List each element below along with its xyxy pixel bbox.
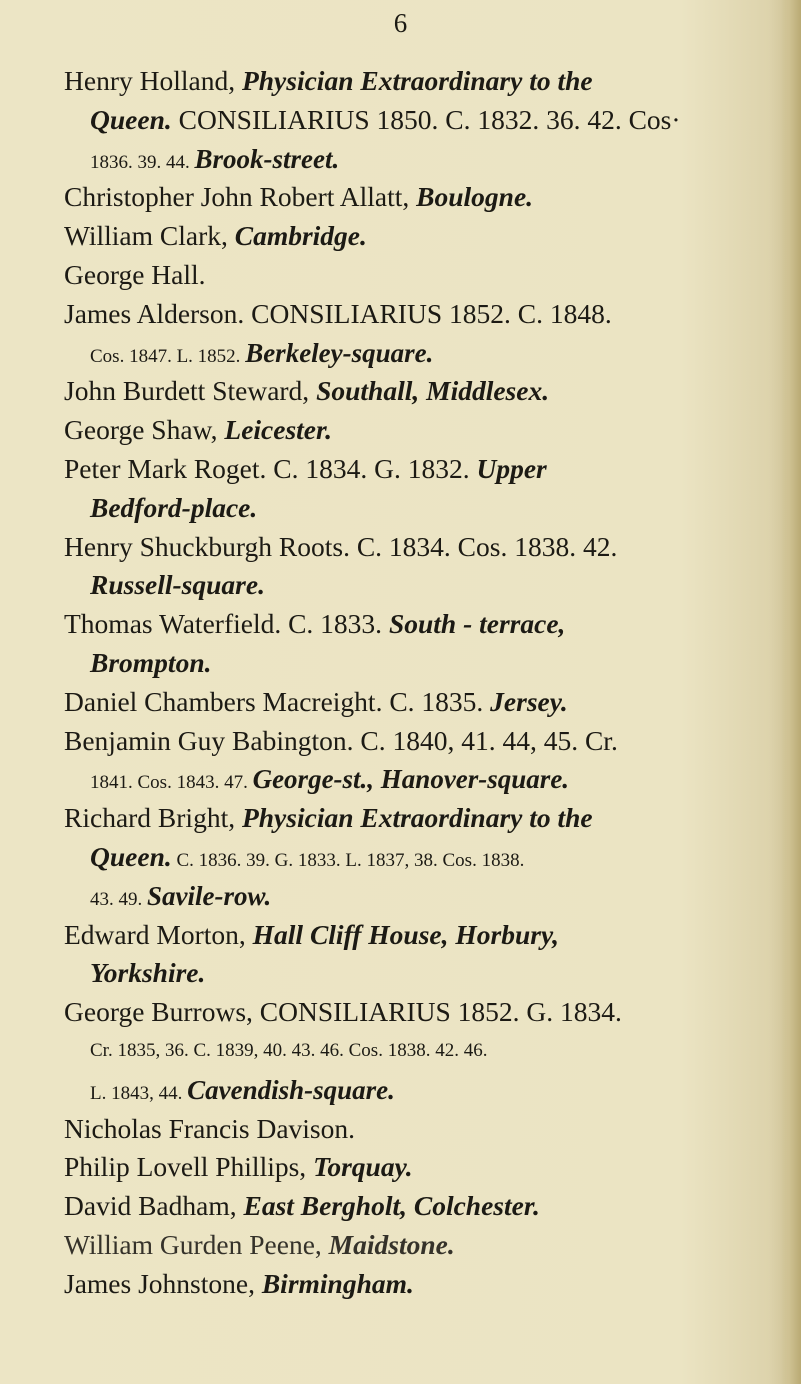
text-line: [64, 760, 779, 799]
text-span: William Clark,: [64, 220, 235, 252]
italic-span: Brook-street.: [194, 143, 340, 174]
text-line: [64, 489, 779, 528]
italic-span: Physician Extraordinary to the: [241, 65, 593, 96]
italic-span: Torquay.: [313, 1151, 413, 1183]
text-span: Edward Morton,: [64, 918, 253, 950]
italic-span: Hall Cliff House, Horbury,: [252, 918, 560, 950]
text-line: [64, 916, 779, 955]
italic-span: Leicester.: [224, 414, 333, 446]
text-span: James Alderson. CONSILIARIUS 1852. C. 1848.: [64, 297, 612, 329]
text-span: Nicholas Francis Davison.: [64, 1112, 355, 1144]
text-span: Henry Shuckburgh Roots. C. 1834. Cos. 1838. 42.: [64, 530, 618, 562]
text-line: [64, 140, 779, 179]
italic-span: Brompton.: [90, 646, 212, 678]
italic-span: Jersey.: [490, 685, 568, 717]
text-line: [64, 411, 779, 450]
italic-span: Berkeley-square.: [245, 337, 434, 368]
text-span: Peter Mark Roget. C. 1834. G. 1832.: [64, 452, 477, 484]
text-line: [64, 954, 779, 993]
text-span: Christopher John Robert Allatt,: [64, 181, 417, 213]
text-line: [64, 722, 779, 761]
italic-span: Upper: [476, 452, 547, 484]
text-line: [64, 566, 779, 605]
text-line: [64, 1148, 779, 1187]
text-line: [64, 1032, 779, 1071]
text-span: Philip Lovell Phillips,: [64, 1151, 314, 1183]
text-line: [64, 372, 779, 411]
text-span: William Gurden Peene,: [64, 1228, 329, 1260]
text-line: [64, 683, 779, 722]
text-line: [64, 295, 779, 334]
text-line: [64, 877, 779, 916]
text-line: [64, 1226, 779, 1265]
text-span: George Shaw,: [64, 414, 225, 446]
text-span: Thomas Waterfield. C. 1833.: [64, 608, 389, 640]
text-line: [64, 838, 779, 877]
text-span: Henry Holland,: [64, 65, 242, 96]
text-line: [64, 993, 779, 1032]
italic-span: Queen.: [90, 103, 172, 135]
text-span: 1836. 39. 44.: [90, 151, 195, 173]
italic-span: Cavendish-square.: [187, 1074, 395, 1105]
text-span: 43. 49.: [90, 888, 147, 910]
italic-span: East Bergholt, Colchester.: [243, 1190, 540, 1222]
member-list: [64, 62, 779, 1304]
italic-span: Queen.: [90, 840, 172, 872]
text-line: [64, 256, 779, 295]
text-span: James Johnstone,: [64, 1267, 262, 1299]
text-span: Richard Bright,: [64, 802, 242, 834]
italic-span: South - terrace,: [388, 608, 566, 640]
text-span: George Burrows, CONSILIARIUS 1852. G. 1834.: [64, 996, 622, 1028]
italic-span: George-st., Hanover-square.: [252, 764, 570, 795]
italic-span: Yorkshire.: [90, 957, 206, 989]
text-span: Cr. 1835, 36. C. 1839, 40. 43. 46. Cos. 1838. 42. 46.: [90, 1039, 488, 1061]
text-line: [64, 178, 779, 217]
text-span: Daniel Chambers Macreight. C. 1835.: [64, 685, 491, 717]
page-edge-shading: [781, 0, 801, 1384]
text-span: David Badham,: [64, 1190, 244, 1222]
text-line: [64, 1110, 779, 1149]
text-span: CONSILIARIUS 1850. C. 1832. 36. 42. Cos·: [171, 103, 681, 135]
text-span: C. 1836. 39. G. 1833. L. 1837, 38. Cos. 1838.: [171, 849, 525, 871]
text-span: Cos. 1847. L. 1852.: [90, 345, 246, 367]
text-span: John Burdett Steward,: [64, 375, 317, 407]
text-line: [64, 217, 779, 256]
text-line: [64, 1071, 779, 1110]
text-line: [64, 450, 779, 489]
text-span: L. 1843, 44.: [90, 1082, 188, 1104]
page-number: 6: [393, 8, 408, 38]
text-line: [64, 334, 779, 373]
italic-span: Boulogne.: [416, 181, 534, 213]
italic-span: Maidstone.: [328, 1228, 455, 1260]
text-span: George Hall.: [64, 258, 206, 290]
italic-span: Southall, Middlesex.: [316, 375, 550, 407]
text-line: [64, 1265, 779, 1304]
italic-span: Cambridge.: [234, 220, 367, 252]
italic-span: Savile-row.: [147, 880, 272, 911]
text-span: Benjamin Guy Babington. C. 1840, 41. 44, 45. Cr.: [64, 724, 618, 756]
text-span: 1841. Cos. 1843. 47.: [90, 772, 253, 794]
text-line: [64, 101, 779, 140]
text-line: [64, 799, 779, 838]
italic-span: Physician Extraordinary to the: [241, 802, 593, 834]
italic-span: Bedford-place.: [90, 491, 258, 523]
text-line: [64, 528, 779, 567]
italic-span: Russell-square.: [90, 569, 265, 601]
text-line: [64, 605, 779, 644]
text-line: [64, 1187, 779, 1226]
text-line: [64, 62, 779, 101]
text-line: [64, 644, 779, 683]
italic-span: Birmingham.: [261, 1267, 414, 1299]
